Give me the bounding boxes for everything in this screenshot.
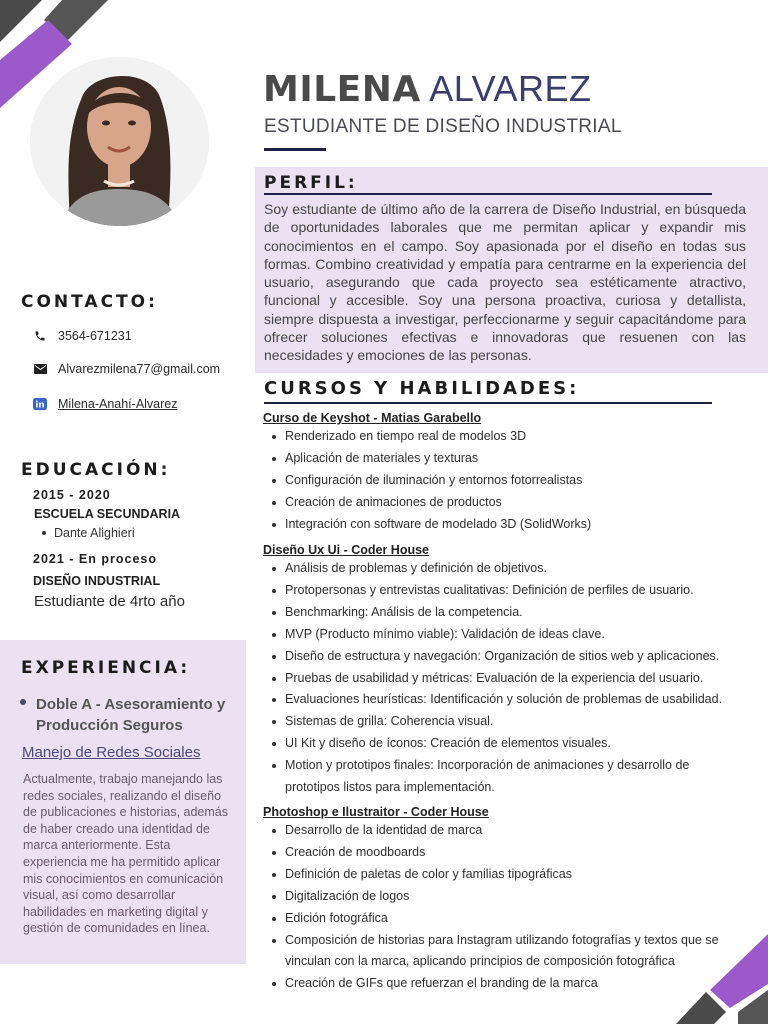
skill-item: Análisis de problemas y definición de objetivos. <box>285 558 743 580</box>
profile-photo <box>30 57 209 226</box>
education-detail <box>42 526 135 540</box>
education-detail-text: Dante Alighieri <box>54 526 135 540</box>
skills-rule <box>264 402 712 404</box>
skill-item: Pruebas de usabilidad y métricas: Evaluación de la experiencia del usuario. <box>285 668 743 690</box>
skills-heading: CURSOS Y HABILIDADES: <box>264 378 580 399</box>
phone-number: 3564-671231 <box>58 329 132 343</box>
bullet <box>42 531 46 535</box>
skill-item: Configuración de iluminación y entornos fotorrealistas <box>285 470 743 492</box>
skill-item: Digitalización de logos <box>285 886 743 908</box>
skill-item: Aplicación de materiales y texturas <box>285 448 743 470</box>
full-name <box>263 68 591 110</box>
contact-linkedin <box>33 397 178 411</box>
skill-item: Sistemas de grilla: Coherencia visual. <box>285 711 743 733</box>
mail-icon <box>33 362 47 376</box>
education-school: DISEÑO INDUSTRIAL <box>33 574 161 588</box>
course-title: Curso de Keyshot - Matias Garabello <box>263 411 482 425</box>
skill-item: Desarrollo de la identidad de marca <box>285 820 743 842</box>
skill-item: Creación de moodboards <box>285 842 743 864</box>
education-years: 2015 - 2020 <box>33 488 111 502</box>
skill-item: Protopersonas y entrevistas cualitativas: Definición de perfiles de usuario. <box>285 580 743 602</box>
skill-item: Integración con software de modelado 3D (SolidWorks) <box>285 514 743 536</box>
course-skill-list <box>263 820 743 995</box>
skill-item: Composición de historias para Instagram utilizando fotografías y textos que se vinculan con la marca, aplicando principios de composición fotográfica <box>285 930 743 974</box>
contact-phone <box>33 329 132 343</box>
last-name: ALVAREZ <box>429 68 592 109</box>
course-block <box>263 411 743 536</box>
svg-text:in: in <box>35 400 45 411</box>
skill-item: UI Kit y diseño de íconos: Creación de elementos visuales. <box>285 733 743 755</box>
skill-item: MVP (Producto mínimo viable): Validación de ideas clave. <box>285 624 743 646</box>
course-block <box>263 805 743 995</box>
profile-heading: PERFIL: <box>264 173 358 193</box>
experience-company: Doble A - Asesoramiento y Producción Seguros <box>36 696 226 734</box>
education-school: ESCUELA SECUNDARIA <box>34 507 181 521</box>
experience-heading: EXPERIENCIA: <box>21 658 191 678</box>
first-name: MILENA <box>263 69 421 110</box>
skill-item: Renderizado en tiempo real de modelos 3D <box>285 426 743 448</box>
contact-email <box>33 362 220 376</box>
skill-item: Motion y prototipos finales: Incorporación de animaciones y desarrollo de prototipos listos para implementación. <box>285 755 743 799</box>
skill-item: Benchmarking: Análisis de la competencia. <box>285 602 743 624</box>
course-title: Diseño Ux Ui - Coder House <box>263 543 429 557</box>
course-skill-list <box>263 558 743 799</box>
job-title: ESTUDIANTE DE DISEÑO INDUSTRIAL <box>264 116 622 137</box>
experience-description: Actualmente, trabajo manejando las redes sociales, realizando el diseño de publicaciones e historias, además de haber creado una identidad de marca anteriormente. Esta experiencia me ha permitido aplicar mis conocimientos en comunicación visual, así como desarrollar habilidades en marketing digital y gestión de comunidades en línea. <box>23 772 228 936</box>
profile-text: Soy estudiante de último año de la carrera de Diseño Industrial, en búsqueda de oportunidades laborales que me permitan aplicar y expandir mis conocimientos en el campo. Soy apasionada por el diseño en todas sus formas. Combino creatividad y empatía para centrarme en la experiencia del usuario, asegurando que cada proyecto sea estéticamente atractivo, funcional y accesible. Soy una persona proactiva, curiosa y detallista, siempre dispuesta a investigar, perfeccionarme y seguir capacitándome para ofrecer soluciones efectivas e innovadoras que resuenen con las necesidades y emociones de las personas. <box>264 201 746 364</box>
profile-rule <box>264 193 712 195</box>
course-skill-list <box>263 426 743 536</box>
skill-item: Creación de GIFs que refuerzan el branding de la marca <box>285 973 743 995</box>
experience-position: Manejo de Redes Sociales <box>22 744 201 761</box>
course-block <box>263 543 743 799</box>
title-underline <box>264 148 326 151</box>
course-title: Photoshop e Ilustraitor - Coder House <box>263 805 489 819</box>
skill-item: Evaluaciones heurísticas: Identificación y solución de problemas de usabilidad. <box>285 689 743 711</box>
skill-item: Edición fotográfica <box>285 908 743 930</box>
education-heading: EDUCACIÓN: <box>21 460 171 480</box>
phone-icon <box>33 329 47 343</box>
skill-item: Diseño de estructura y navegación: Organización de sitios web y aplicaciones. <box>285 646 743 668</box>
education-detail-text: Estudiante de 4rto año <box>34 593 185 610</box>
education-years: 2021 - En proceso <box>33 552 157 566</box>
bullet <box>20 699 26 705</box>
linkedin-link[interactable]: Milena-Anahí-Alvarez <box>58 397 178 411</box>
contact-heading: CONTACTO: <box>21 292 158 312</box>
skill-item: Definición de paletas de color y familias tipográficas <box>285 864 743 886</box>
skill-item: Creación de animaciones de productos <box>285 492 743 514</box>
email-link[interactable]: Alvarezmilena77@gmail.com <box>58 362 221 376</box>
linkedin-icon <box>33 397 47 411</box>
